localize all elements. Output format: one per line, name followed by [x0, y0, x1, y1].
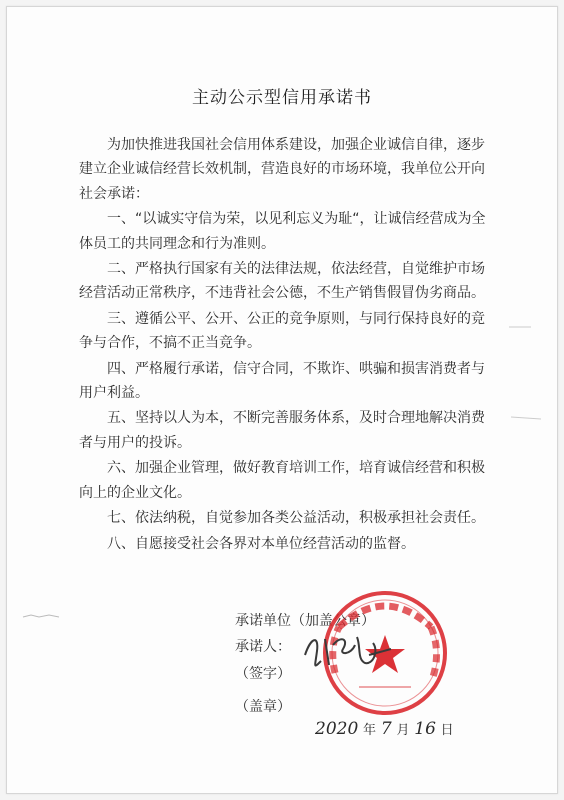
- document-body: [79, 133, 491, 557]
- paragraph-item-3: 三、遵循公平、公开、公正的竞争原则，与同行保持良好的竞争与合作，不搞不正当竞争。: [79, 310, 485, 352]
- paragraph-item-4: 四、严格履行承诺，信守合同，不欺诈、哄骗和损害消费者与用户利益。: [79, 360, 485, 402]
- date-month-label: 月: [396, 723, 410, 738]
- handwritten-date: [315, 719, 454, 745]
- paragraph-intro: 为加快推进我国社会信用体系建设，加强企业诚信自律，逐步建立企业诚信经营长效机制，营造良好的市场环境，我单位公开向社会承诺：: [79, 137, 485, 202]
- paragraph-item-2: 二、严格执行国家有关的法律法规，依法经营，自觉维护市场经营活动正常秩序，不违背社会公德，不生产销售假冒伪劣商品。: [79, 261, 485, 302]
- handwritten-signature-icon: [299, 625, 399, 673]
- paragraph-item-5: 五、坚持以人为本，不断完善服务体系，及时合理地解决消费者与用户的投诉。: [79, 410, 485, 451]
- paragraph-item-6: 六、加强企业管理，做好教育培训工作，培育诚信经营和积极向上的企业文化。: [79, 460, 485, 501]
- date-year-label: 年: [363, 723, 377, 738]
- date-year: 2020: [315, 719, 359, 739]
- signoff-person-label: 承诺人：: [235, 639, 291, 655]
- paragraph-item-1: 一、“以诚实守信为荣，以见利忘义为耻“，让诚信经营成为全体员工的共同理念和行为准则。: [79, 211, 486, 252]
- document-page: [6, 6, 558, 794]
- margin-mark-icon: [21, 607, 91, 623]
- margin-mark-icon: [501, 307, 551, 437]
- signoff-unit-label: 承诺单位（加盖公章）: [235, 613, 375, 629]
- signoff-seal-label: （盖章）: [235, 699, 291, 715]
- page-title: 主动公示型信用承诺书: [192, 88, 372, 108]
- paragraph-item-8: 八、自愿接受社会各界对本单位经营活动的监督。: [107, 535, 415, 552]
- date-day: 16: [414, 719, 436, 739]
- date-day-label: 日: [440, 723, 454, 738]
- signoff-sign-label: （签字）: [235, 666, 291, 682]
- date-month: 7: [380, 719, 392, 739]
- paragraph-item-7: 七、依法纳税，自觉参加各类公益活动，积极承担社会责任。: [107, 510, 485, 527]
